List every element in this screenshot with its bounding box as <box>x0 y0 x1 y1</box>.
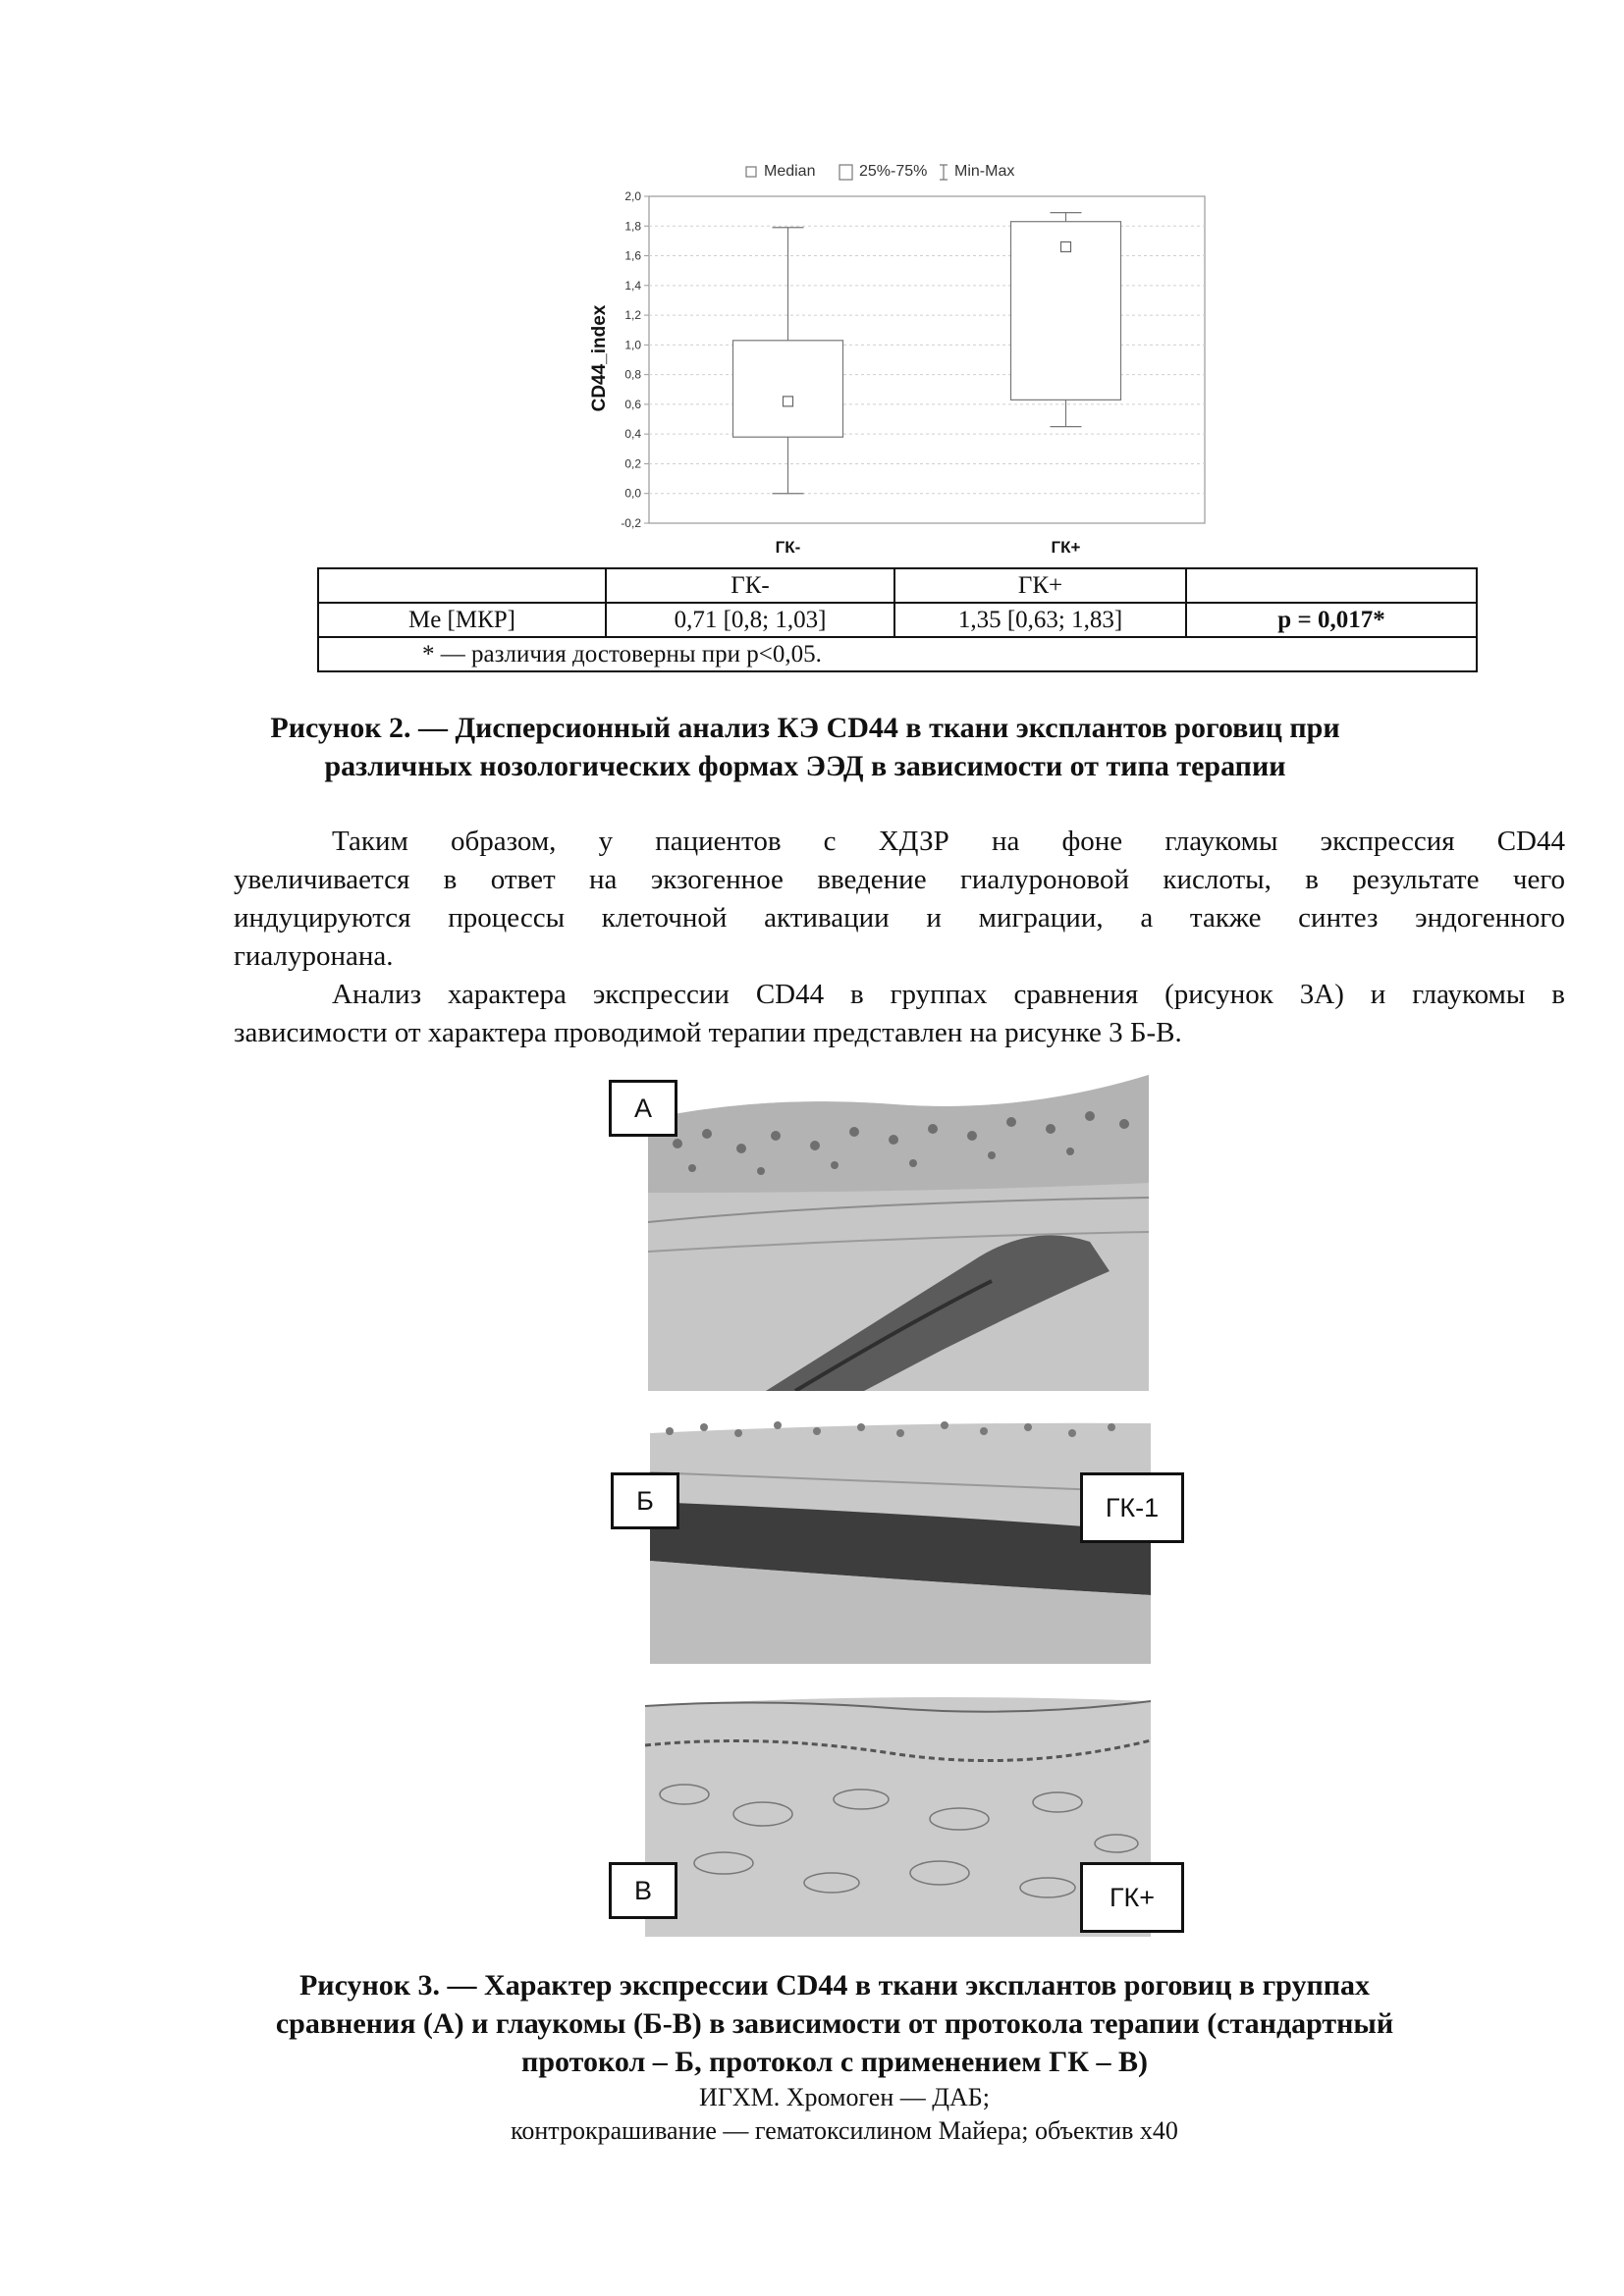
text-line: индуцируются процессы клеточной активации и миграции, а также синтез эндогенного <box>234 902 1565 934</box>
note-line: контрокрашивание — гематоксилином Майера; объектив х40 <box>511 2116 1178 2145</box>
caption-line: сравнения (А) и глаукомы (Б-В) в зависимости от протокола терапии (стандартный <box>275 2007 1394 2040</box>
legend-whisker-label: Min-Max <box>954 163 1015 180</box>
legend-box-swatch <box>839 165 852 180</box>
y-tick-label: 1,0 <box>624 338 641 352</box>
panel-label-b: Б <box>611 1472 679 1529</box>
table-cell <box>318 568 606 603</box>
micrograph-c <box>645 1686 1151 1937</box>
table-footnote-row <box>318 637 1477 671</box>
boxplot-chart <box>540 147 1227 560</box>
caption-line: Рисунок 3. — Характер экспрессии CD44 в ткани эксплантов роговиц в группах <box>298 1969 1371 2002</box>
text-line: гиалуронана. <box>234 940 394 972</box>
figure-3-caption <box>226 1966 1443 2081</box>
micrograph-a <box>648 1075 1149 1391</box>
plot-area <box>621 189 1205 557</box>
text-line: Таким образом, у пациентов с ХДЗР на фоне глаукомы экспрессия CD44 <box>332 826 1565 857</box>
text-line: Анализ характера экспрессии CD44 в группах сравнения (рисунок 3А) и глаукомы в <box>332 979 1565 1010</box>
x-tick-label: ГК- <box>775 538 801 557</box>
caption-line: Рисунок 2. — Дисперсионный анализ КЭ CD44 в ткани эксплантов роговиц при <box>270 712 1340 744</box>
body-paragraph-2 <box>234 976 1565 1052</box>
group-label-b: ГК-1 <box>1080 1472 1184 1543</box>
legend-median-label: Median <box>764 163 816 180</box>
table-cell: Me [МКР] <box>318 603 606 637</box>
stats-table <box>317 567 1478 672</box>
caption-line: различных нозологических формах ЭЭД в зависимости от типа терапии <box>324 750 1286 782</box>
table-cell: 1,35 [0,63; 1,83] <box>894 603 1186 637</box>
table-footnote: * — различия достоверны при p<0,05. <box>318 637 1477 671</box>
panel-label-c: В <box>609 1862 677 1919</box>
iqr-box <box>733 341 843 437</box>
y-tick-label: 2,0 <box>624 189 641 203</box>
x-tick-label: ГК+ <box>1051 538 1081 557</box>
y-tick-label: 1,2 <box>624 308 641 323</box>
micrograph-b <box>650 1414 1151 1664</box>
y-tick-label: 0,8 <box>624 367 641 382</box>
caption-line: протокол – Б, протокол с применением ГК – В) <box>521 2046 1148 2078</box>
legend-median-swatch <box>746 167 756 177</box>
y-tick-label: -0,2 <box>621 516 641 530</box>
legend-box-label: 25%-75% <box>859 163 928 180</box>
table-cell: 0,71 [0,8; 1,03] <box>606 603 894 637</box>
p-value-cell: p = 0,017* <box>1186 603 1477 637</box>
table-cell: ГК+ <box>894 568 1186 603</box>
table-row <box>318 603 1477 637</box>
y-tick-label: 0,2 <box>624 456 641 471</box>
figure-3-note <box>353 2081 1335 2148</box>
table-cell: ГК- <box>606 568 894 603</box>
body-paragraph-1 <box>234 823 1565 976</box>
y-axis-label: CD44_index <box>589 304 610 412</box>
group-label-c: ГК+ <box>1080 1862 1184 1933</box>
panel-label-a: А <box>609 1080 677 1137</box>
chart-legend <box>746 163 1014 180</box>
legend-whisker-swatch <box>940 165 947 180</box>
y-tick-label: 1,4 <box>624 278 641 293</box>
y-tick-label: 0,4 <box>624 427 641 442</box>
note-line: ИГХМ. Хромоген — ДАБ; <box>699 2083 990 2111</box>
y-tick-label: 1,8 <box>624 219 641 234</box>
y-tick-label: 0,0 <box>624 486 641 501</box>
text-line: увеличивается в ответ на экзогенное введение гиалуроновой кислоты, в результате чего <box>234 864 1565 895</box>
median-marker <box>784 397 793 406</box>
table-cell <box>1186 568 1477 603</box>
y-tick-label: 1,6 <box>624 248 641 263</box>
median-marker <box>1061 241 1071 251</box>
y-tick-label: 0,6 <box>624 397 641 411</box>
figure-2-caption <box>226 709 1384 785</box>
text-line: зависимости от характера проводимой терапии представлен на рисунке 3 Б-В. <box>234 1017 1182 1048</box>
table-header-row <box>318 568 1477 603</box>
